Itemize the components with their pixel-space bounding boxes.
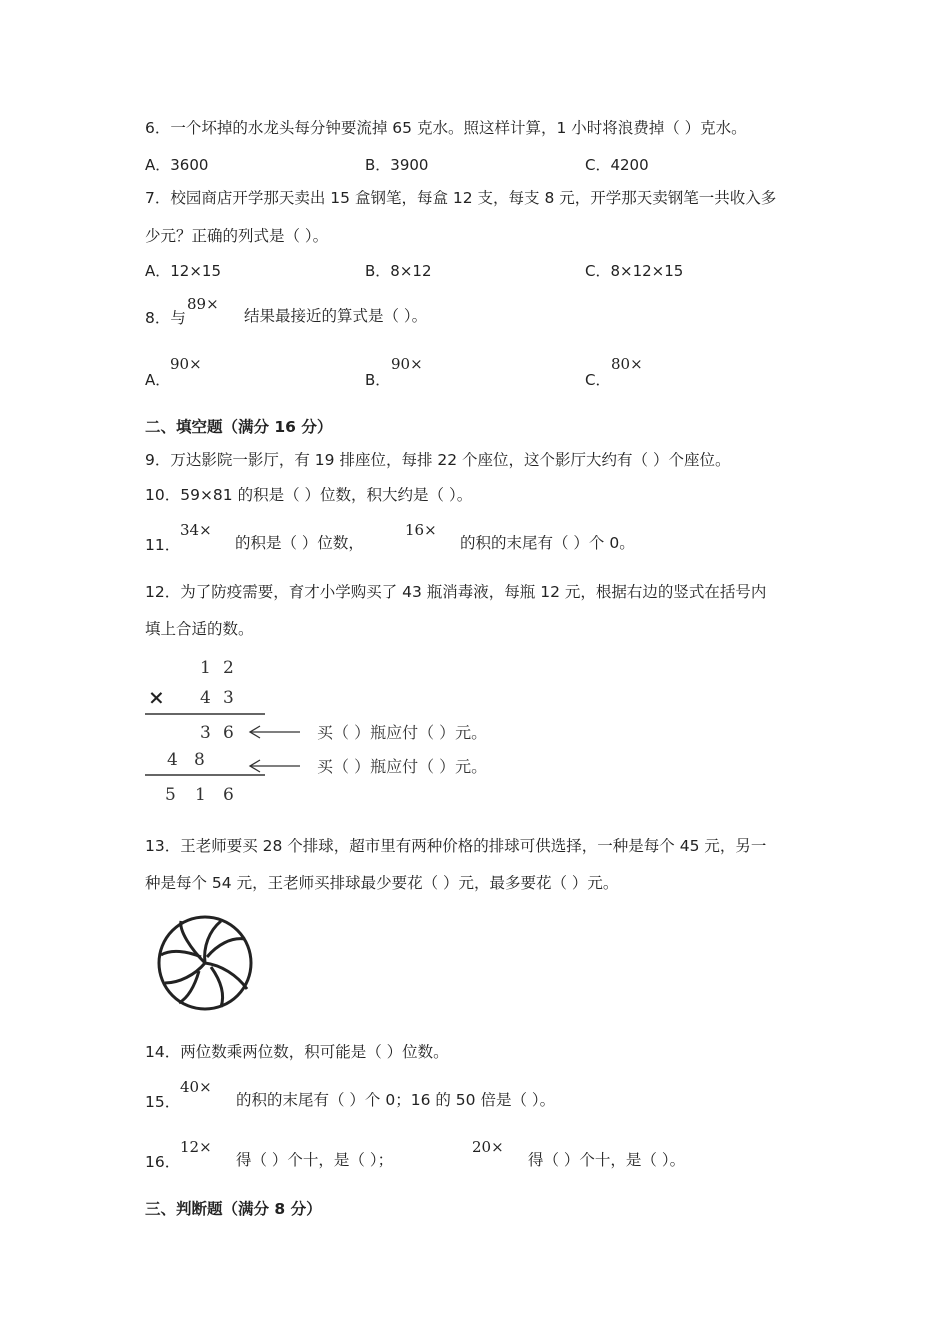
- q8-expression: 89×: [187, 295, 219, 313]
- vm-partial2-hundreds: 4: [167, 750, 178, 770]
- question-8-suffix: 结果最接近的算式是（ ）。: [244, 307, 428, 325]
- q8-option-a-expr: 90×: [170, 355, 202, 373]
- vm-row2-ones: 3: [223, 688, 234, 708]
- question-7-line-1: 7．校园商店开学那天卖出 15 盒钢笔，每盒 12 支，每支 8 元，开学那天卖钢笔一共收入多: [145, 189, 777, 207]
- question-7-line-2: 少元？正确的列式是（ ）。: [145, 227, 329, 245]
- question-11-suffix: 的积的末尾有（ ）个 0。: [460, 534, 635, 552]
- question-8-prefix: 8．与: [145, 309, 186, 327]
- vm-result-tens: 1: [195, 785, 206, 805]
- q8-option-b-expr: 90×: [391, 355, 423, 373]
- multiply-sign: ×: [148, 685, 165, 709]
- question-14: 14．两位数乘两位数，积可能是（ ）位数。: [145, 1043, 449, 1061]
- question-9: 9．万达影院一影厅，有 19 排座位，每排 22 个座位，这个影厅大约有（ ）个座位。: [145, 451, 731, 469]
- question-12-line-1: 12．为了防疫需要，育才小学购买了 43 瓶消毒液，每瓶 12 元，根据右边的竖式在括号内: [145, 583, 767, 601]
- section-2-heading: 二、填空题（满分 16 分）: [145, 418, 333, 436]
- q6-option-c: C．4200: [585, 156, 649, 174]
- question-10: 10．59×81 的积是（ ）位数，积大约是（ ）。: [145, 486, 473, 504]
- q6-option-b: B．3900: [365, 156, 429, 174]
- vm-annotation-1: 买（ ）瓶应付（ ）元。: [317, 723, 488, 742]
- question-11-prefix: 11．: [145, 536, 181, 554]
- q8-option-b-label: B．: [365, 371, 391, 389]
- q8-option-c-expr: 80×: [611, 355, 643, 373]
- vm-partial2-tens: 8: [194, 750, 205, 770]
- q16-expression-1: 12×: [180, 1138, 212, 1156]
- q16-expression-2: 20×: [472, 1138, 504, 1156]
- q7-option-b: B．8×12: [365, 262, 432, 280]
- q6-option-a: A．3600: [145, 156, 209, 174]
- q15-expression: 40×: [180, 1078, 212, 1096]
- vm-partial1-tens: 3: [200, 723, 211, 743]
- question-16-prefix: 16．: [145, 1153, 181, 1171]
- question-13-line-1: 13．王老师要买 28 个排球，超市里有两种价格的排球可供选择，一种是每个 45 元，另一: [145, 837, 767, 855]
- question-12-line-2: 填上合适的数。: [145, 620, 254, 638]
- vm-row2-tens: 4: [200, 688, 211, 708]
- vm-row1-tens: 1: [200, 658, 211, 678]
- vm-annotation-2: 买（ ）瓶应付（ ）元。: [317, 757, 488, 776]
- question-6: 6．一个坏掉的水龙头每分钟要流掉 65 克水。照这样计算，1 小时将浪费掉（ ）克水。: [145, 119, 747, 137]
- question-16-middle: 得（ ）个十，是（ ）；: [236, 1151, 394, 1169]
- question-16-suffix: 得（ ）个十，是（ ）。: [528, 1151, 686, 1169]
- section-3-heading: 三、判断题（满分 8 分）: [145, 1200, 322, 1218]
- vm-partial1-ones: 6: [223, 723, 234, 743]
- q7-option-a: A．12×15: [145, 262, 222, 280]
- q8-option-c-label: C．: [585, 371, 611, 389]
- vm-row1-ones: 2: [223, 658, 234, 678]
- question-13-line-2: 种是每个 54 元，王老师买排球最少要花（ ）元，最多要花（ ）元。: [145, 874, 619, 892]
- question-15-prefix: 15．: [145, 1093, 181, 1111]
- volleyball-icon: [155, 913, 255, 1013]
- vm-result-ones: 6: [223, 785, 234, 805]
- vm-result-hundreds: 5: [165, 785, 176, 805]
- q7-option-c: C．8×12×15: [585, 262, 684, 280]
- question-15-suffix: 的积的末尾有（ ）个 0；16 的 50 倍是（ ）。: [236, 1091, 556, 1109]
- question-11-middle: 的积是（ ）位数，: [235, 534, 364, 552]
- q11-expression-2: 16×: [405, 521, 437, 539]
- vertical-multiplication: [145, 652, 545, 807]
- q8-option-a-label: A．: [145, 371, 171, 389]
- q11-expression-1: 34×: [180, 521, 212, 539]
